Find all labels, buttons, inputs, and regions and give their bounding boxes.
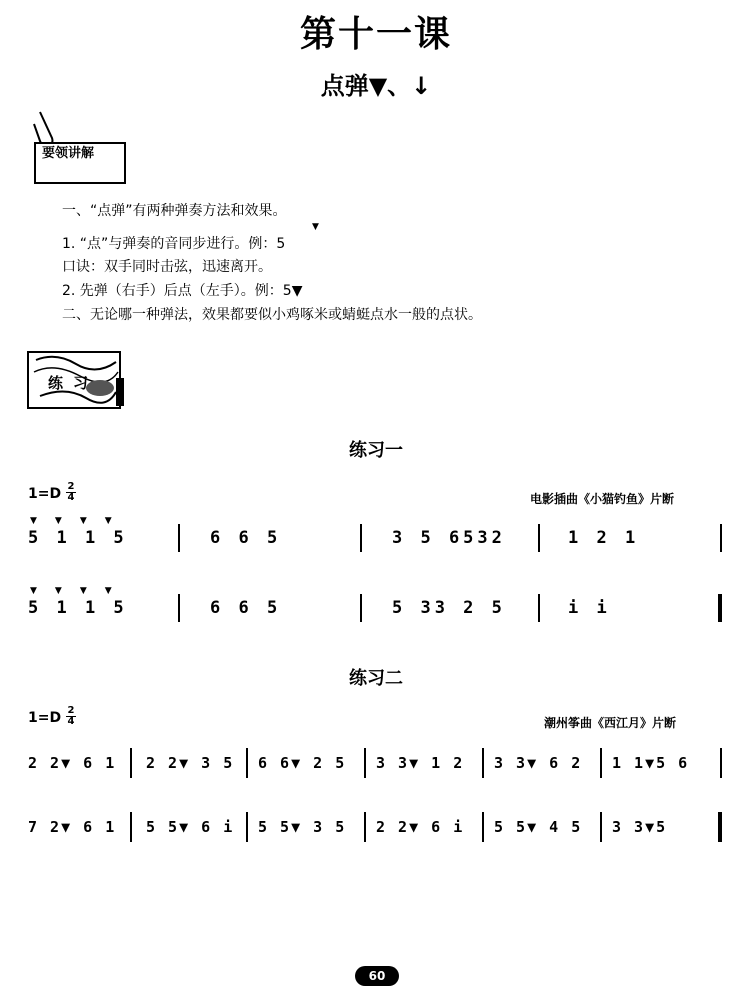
practice-illustration xyxy=(26,348,126,412)
page-number: 60 xyxy=(355,966,399,986)
exercise-2-r2-measure-3: 5 5▼ 3 5 xyxy=(258,818,347,836)
exercise-2-r2-measure-5: 5 5▼ 4 5 xyxy=(494,818,583,836)
upper-stress-mark: ▼ xyxy=(312,222,319,232)
explanation-line-5: 二、无论哪一种弹法，效果都要似小鸡啄米或蜻蜓点水一般的点状。 xyxy=(62,307,482,323)
exercise-2-source: 潮州筝曲《西江月》片断 xyxy=(544,716,677,730)
exercise-2-row-2 xyxy=(28,806,728,846)
practice-tag-label: 练习 xyxy=(48,374,99,392)
exercise-1-r1-measure-2: 6 6 5 xyxy=(210,528,282,548)
exercise-2-time-top: 2 xyxy=(67,705,75,716)
exercise-2-key: 1=D xyxy=(28,710,62,726)
exercise-1-r2-measure-3: 5 33 2 5 xyxy=(392,598,506,618)
exercise-2-r1-measure-1: 2 2▼ 6 1 xyxy=(28,754,117,772)
exercise-1-r1-measure-4: 1 2 1 xyxy=(568,528,640,548)
exercise-2-r2-measure-1: 7 2▼ 6 1 xyxy=(28,818,117,836)
exercise-2-r1-measure-4: 3 3▼ 1 2 xyxy=(376,754,465,772)
exercise-2-time-signature xyxy=(66,706,76,727)
explanation-line-3: 口诀：双手同时击弦，迅速离开。 xyxy=(62,259,272,275)
exercise-1-row-1: 5 1 1 5 6 6 5 3 5 6532 1 2 1 ▼▼▼▼ xyxy=(28,516,728,556)
exercise-1-r1-measure-1: 5 1 1 5 xyxy=(28,528,128,548)
explanation-line-4: 2. 先弹（右手）后点（左手）。例：5▼ xyxy=(62,283,303,299)
exercise-2-r2-measure-2: 5 5▼ 6 i xyxy=(146,818,235,836)
exercise-2-time-bottom: 4 xyxy=(67,716,75,727)
exercise-1-source: 电影插曲《小猫钓鱼》片断 xyxy=(530,492,675,506)
exercise-2-heading: 练习二 xyxy=(349,668,403,689)
exercise-1-row-2: 5 1 1 5 6 6 5 5 33 2 5 i i ▼▼▼▼ xyxy=(28,586,728,626)
exercise-2-r1-measure-3: 6 6▼ 2 5 xyxy=(258,754,347,772)
exercise-1-time-signature xyxy=(66,482,76,503)
exercise-1-heading: 练习一 xyxy=(349,440,403,461)
exercise-1-time-bottom: 4 xyxy=(67,492,75,503)
exercise-2-r2-measure-4: 2 2▼ 6 i xyxy=(376,818,465,836)
exercise-1-key: 1=D xyxy=(28,486,62,502)
exercise-1-r1-measure-3: 3 5 6532 xyxy=(392,528,506,548)
explain-tag-box xyxy=(26,114,124,182)
exercise-1-r2-measure-4: i i xyxy=(568,598,611,618)
exercise-2-r2-measure-6: 3 3▼5 xyxy=(612,818,668,836)
exercise-2-row-1 xyxy=(28,742,728,782)
lesson-title: 第十一课 xyxy=(299,13,452,55)
explanation-line-2: 1. “点”与弹奏的音同步进行。例：5 xyxy=(62,236,286,252)
exercise-1-time-top: 2 xyxy=(67,481,75,492)
lesson-subtitle: 点弹▼、↓ xyxy=(320,72,432,100)
exercise-1-r2-measure-2: 6 6 5 xyxy=(210,598,282,618)
exercise-2-r1-measure-6: 1 1▼5 6 xyxy=(612,754,690,772)
exercise-2-r1-measure-2: 2 2▼ 3 5 xyxy=(146,754,235,772)
exercise-2-r1-measure-5: 3 3▼ 6 2 xyxy=(494,754,583,772)
explain-tag-label: 要领讲解 xyxy=(34,142,126,184)
explanation-line-1: 一、“点弹”有两种弹奏方法和效果。 xyxy=(62,203,287,219)
exercise-1-r2-measure-1: 5 1 1 5 xyxy=(28,598,128,618)
